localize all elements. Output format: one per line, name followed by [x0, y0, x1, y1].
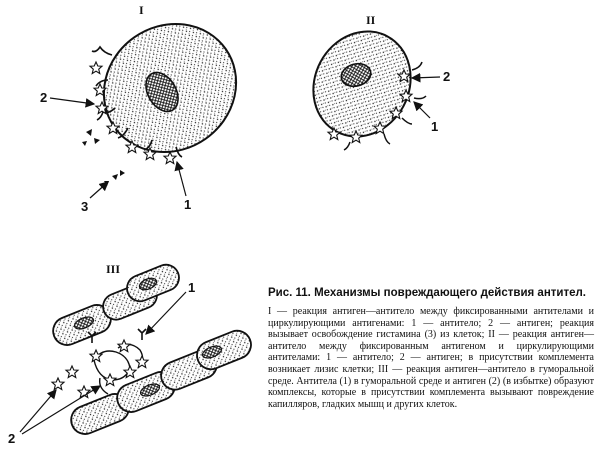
panel-II-antigen-label: 2 [443, 69, 451, 84]
panel-I-antigen-label: 2 [40, 90, 48, 105]
panel-III-antibody-label: 1 [188, 280, 196, 295]
panel-III-antigen-label: 2 [8, 431, 16, 446]
panel-I-histamine-label: 3 [81, 199, 89, 214]
caption-body: I — реакция антиген—антитело между фиксированными антителами и циркулирующими антигенами: 1 — антитело; 2 — антиген; реакция вызывает освобождение гистамина (3) из клеток; II — реакция антиген—антитело между фиксированным антигеном и циркулирующими антителами: 1 — антитело; 2 — антиген; в присутствии комплемента возникает лизис клетки; III — реакция антиген—антитело в гуморальной среде. Антитела (1) в гуморальной среде и антиген (2) (в избытке) образуют комплексы, которые в присутствии комплемента вызывают повреждение капилляров, гладких мышц и других клеток. [268, 306, 594, 410]
panel-III-label: III [106, 262, 121, 276]
caption-title: Рис. 11. Механизмы повреждающего действия антител. [268, 287, 587, 299]
panel-II-antibody-label: 1 [431, 119, 439, 134]
panel-II-leader-lines [412, 77, 440, 118]
panel-I-antibody-label: 1 [184, 197, 192, 212]
panel-II-label: II [366, 13, 376, 27]
panel-III-capillary-lower [67, 327, 255, 439]
figure-caption [268, 287, 594, 410]
panel-II-cell [295, 14, 429, 153]
panel-I-label: I [139, 3, 144, 17]
